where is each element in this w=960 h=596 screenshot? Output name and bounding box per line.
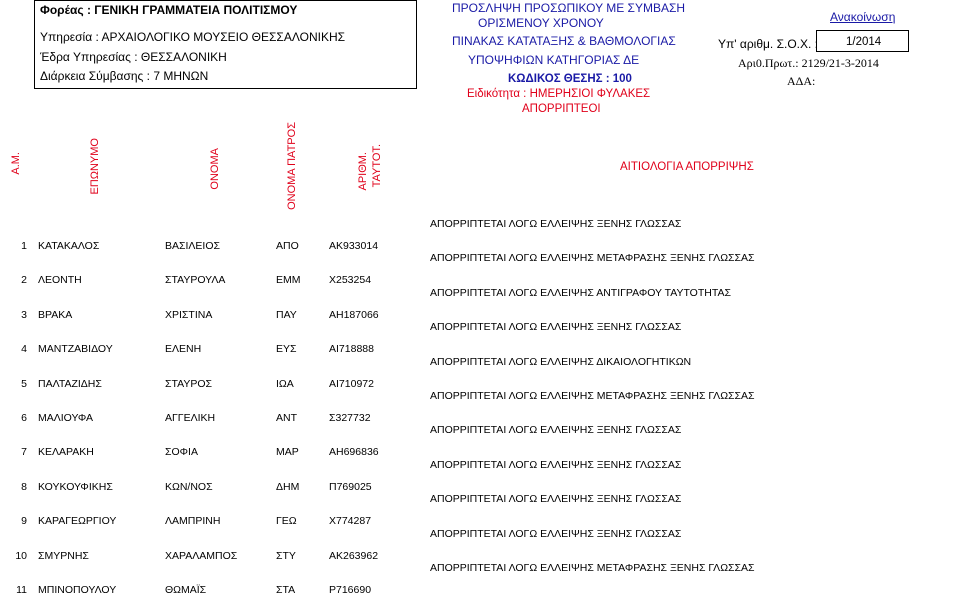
table-row — [0, 286, 960, 320]
row-father: ΙΩΑ — [276, 377, 294, 390]
row-father: ΔΗΜ — [276, 480, 300, 493]
row-surname: ΣΜΥΡΝΗΣ — [38, 549, 89, 562]
row-name: ΣΤΑΥΡΟΥΛΑ — [165, 274, 226, 287]
row-id: ΑΚ263962 — [329, 549, 379, 562]
title-line-1: ΠΡΟΣΛΗΨΗ ΠΡΟΣΩΠΙΚΟΥ ΜΕ ΣΥΜΒΑΣΗ — [452, 1, 686, 15]
table-row — [0, 355, 960, 389]
row-father: ΠΑΥ — [276, 308, 297, 321]
row-id: Σ327732 — [329, 412, 371, 424]
row-id: ΑΙ718888 — [329, 343, 374, 356]
row-id: Π769025 — [329, 480, 372, 493]
row-id: Χ253254 — [329, 274, 372, 287]
row-reason: ΑΠΟΡΡΙΠΤΕΤΑΙ ΛΟΓΩ ΕΛΛΕΙΨΗΣ ΑΝΤΙΓΡΑΦΟΥ ΤΑΥΤΟΤΗΤΑΣ — [430, 286, 731, 299]
ada-label: ΑΔΑ: — [787, 74, 816, 88]
row-reason: ΑΠΟΡΡΙΠΤΕΤΑΙ ΛΟΓΩ ΕΛΛΕΙΨΗΣ ΞΕΝΗΣ ΓΛΩΣΣΑΣ — [430, 218, 682, 230]
column-header-id-1: ΑΡΙΘΜ. — [357, 152, 369, 191]
column-header-surname: ΕΠΩΝΥΜΟ — [89, 138, 101, 195]
row-father: ΕΥΣ — [276, 343, 297, 356]
row-id: ΑΗ696836 — [329, 446, 379, 459]
row-surname: ΛΕΟΝΤΗ — [38, 274, 82, 287]
status-label: ΑΠΟΡΡΙΠΤΕΟΙ — [522, 103, 601, 115]
row-am: 6 — [21, 412, 27, 424]
row-surname: ΚΑΡΑΓΕΩΡΓΙΟΥ — [38, 515, 117, 528]
row-surname: ΠΑΛΤΑΖΙΔΗΣ — [38, 377, 102, 390]
row-id: Χ774287 — [329, 515, 372, 528]
row-surname: ΜΑΛΙΟΥΦΑ — [38, 412, 94, 424]
row-id: ΑΗ187066 — [329, 308, 379, 321]
row-name: ΒΑΣΙΛΕΙΟΣ — [165, 240, 221, 252]
row-reason: ΑΠΟΡΡΙΠΤΕΤΑΙ ΛΟΓΩ ΕΛΛΕΙΨΗΣ ΞΕΝΗΣ ΓΛΩΣΣΑΣ — [430, 527, 682, 540]
row-id: Ρ716690 — [329, 584, 372, 596]
row-am: 4 — [21, 343, 27, 356]
seat-label: Έδρα Υπηρεσίας : ΘΕΣΣΑΛΟΝΙΚΗ — [40, 50, 227, 64]
table-row — [0, 217, 960, 251]
row-am: 5 — [21, 377, 27, 390]
row-name: ΕΛΕΝΗ — [165, 343, 202, 356]
row-surname: ΚΑΤΑΚΑΛΟΣ — [38, 240, 100, 252]
specialty-label: Ειδικότητα : ΗΜΕΡΗΣΙΟΙ ΦΥΛΑΚΕΣ — [467, 88, 651, 100]
row-name: ΣΟΦΙΑ — [165, 446, 198, 459]
position-code: ΚΩΔΙΚΟΣ ΘΕΣΗΣ : 100 — [508, 73, 632, 85]
row-reason: ΑΠΟΡΡΙΠΤΕΤΑΙ ΛΟΓΩ ΕΛΛΕΙΨΗΣ ΔΙΚΑΙΟΛΟΓΗΤΙΚΩΝ — [430, 355, 692, 368]
duration-label: Διάρκεια Σύμβασης : 7 ΜΗΝΩΝ — [40, 69, 209, 83]
column-header-am: Α.Μ. — [10, 152, 22, 175]
row-am: 9 — [21, 515, 27, 528]
row-am: 11 — [16, 584, 27, 596]
row-reason: ΑΠΟΡΡΙΠΤΕΤΑΙ ΛΟΓΩ ΕΛΛΕΙΨΗΣ ΞΕΝΗΣ ΓΛΩΣΣΑΣ — [430, 424, 682, 437]
row-am: 8 — [21, 480, 27, 493]
row-father: ΜΑΡ — [276, 446, 299, 459]
row-name: ΑΓΓΕΛΙΚΗ — [165, 412, 216, 424]
row-reason: ΑΠΟΡΡΙΠΤΕΤΑΙ ΛΟΓΩ ΕΛΛΕΙΨΗΣ ΞΕΝΗΣ ΓΛΩΣΣΑΣ — [430, 321, 682, 334]
row-am: 1 — [21, 240, 27, 252]
row-name: ΚΩΝ/ΝΟΣ — [165, 480, 213, 493]
column-header-reason: ΑΙΤΙΟΛΟΓΙΑ ΑΠΟΡΡΙΨΗΣ — [620, 161, 754, 173]
title-line-2: ΟΡΙΣΜΕΝΟΥ ΧΡΟΝΟΥ — [478, 16, 604, 30]
row-father: ΑΠΟ — [276, 240, 299, 252]
row-am: 10 — [15, 549, 27, 562]
row-name: ΛΑΜΠΡΙΝΗ — [165, 515, 221, 528]
row-surname: ΜΠΙΝΟΠΟΥΛΟΥ — [38, 584, 117, 596]
table-row — [0, 389, 960, 423]
row-father: ΑΝΤ — [276, 412, 297, 424]
column-header-father: ΟΝΟΜΑ ΠΑΤΡΟΣ — [286, 122, 298, 210]
service-label: Υπηρεσία : ΑΡΧΑΙΟΛΟΓΙΚΟ ΜΟΥΣΕΙΟ ΘΕΣΣΑΛΟΝΙΚΗΣ — [40, 30, 346, 44]
row-father: ΕΜΜ — [276, 274, 301, 287]
row-am: 7 — [21, 446, 27, 459]
protocol-number: Αρι0.Πρωτ.: 2129/21-3-2014 — [738, 56, 879, 70]
column-header-id-2: ΤΑΥΤΟΤ. — [371, 144, 383, 188]
row-name: ΧΡΙΣΤΙΝΑ — [165, 308, 213, 321]
table-row — [0, 320, 960, 354]
announcement-label: Ανακοίνωση — [830, 10, 896, 24]
agency-label: Φορέας : ΓΕΝΙΚΗ ΓΡΑΜΜΑΤΕΙΑ ΠΟΛΙΤΙΣΜΟΥ — [40, 3, 298, 17]
row-name: ΘΩΜΑΪΣ — [165, 584, 207, 596]
row-father: ΣΤΥ — [276, 549, 296, 562]
row-am: 2 — [21, 274, 27, 287]
row-reason: ΑΠΟΡΡΙΠΤΕΤΑΙ ΛΟΓΩ ΕΛΛΕΙΨΗΣ ΞΕΝΗΣ ΓΛΩΣΣΑΣ — [430, 493, 682, 506]
row-reason: ΑΠΟΡΡΙΠΤΕΤΑΙ ΛΟΓΩ ΕΛΛΕΙΨΗΣ ΜΕΤΑΦΡΑΣΗΣ ΞΕΝΗΣ ΓΛΩΣΣΑΣ — [430, 390, 755, 402]
row-id: ΑΙ710972 — [329, 377, 374, 390]
row-reason: ΑΠΟΡΡΙΠΤΕΤΑΙ ΛΟΓΩ ΕΛΛΕΙΨΗΣ ΜΕΤΑΦΡΑΣΗΣ ΞΕΝΗΣ ΓΛΩΣΣΑΣ — [430, 252, 755, 265]
title-line-4: ΥΠΟΨΗΦΙΩΝ ΚΑΤΗΓΟΡΙΑΣ ΔΕ — [468, 53, 640, 67]
row-am: 3 — [21, 308, 27, 321]
row-father: ΣΤΑ — [276, 584, 296, 596]
row-reason: ΑΠΟΡΡΙΠΤΕΤΑΙ ΛΟΓΩ ΕΛΛΕΙΨΗΣ ΞΕΝΗΣ ΓΛΩΣΣΑΣ — [430, 458, 682, 471]
table-row — [0, 561, 960, 595]
table-row — [0, 423, 960, 457]
row-surname: ΚΕΛΑΡΑΚΗ — [38, 446, 94, 459]
table-row — [0, 527, 960, 561]
column-header-name: ΟΝΟΜΑ — [209, 148, 221, 190]
row-surname: ΜΑΝΤΖΑΒΙΔΟΥ — [38, 343, 113, 356]
title-line-3: ΠΙΝΑΚΑΣ ΚΑΤΑΤΑΞΗΣ & ΒΑΘΜΟΛΟΓΙΑΣ — [452, 34, 676, 48]
soh-label: Υπ' αριθμ. Σ.Ο.Χ. : — [718, 37, 819, 51]
row-name: ΧΑΡΑΛΑΜΠΟΣ — [165, 549, 238, 562]
table-row — [0, 251, 960, 285]
table-row — [0, 492, 960, 526]
row-reason: ΑΠΟΡΡΙΠΤΕΤΑΙ ΛΟΓΩ ΕΛΛΕΙΨΗΣ ΜΕΤΑΦΡΑΣΗΣ ΞΕΝΗΣ ΓΛΩΣΣΑΣ — [430, 562, 755, 574]
soh-value: 1/2014 — [846, 36, 882, 48]
row-surname: ΚΟΥΚΟΥΦΙΚΗΣ — [38, 480, 113, 493]
row-name: ΣΤΑΥΡΟΣ — [165, 377, 213, 390]
row-surname: ΒΡΑΚΑ — [38, 308, 73, 321]
table-row — [0, 458, 960, 492]
row-father: ΓΕΩ — [276, 515, 297, 528]
row-id: ΑΚ933014 — [329, 240, 379, 252]
